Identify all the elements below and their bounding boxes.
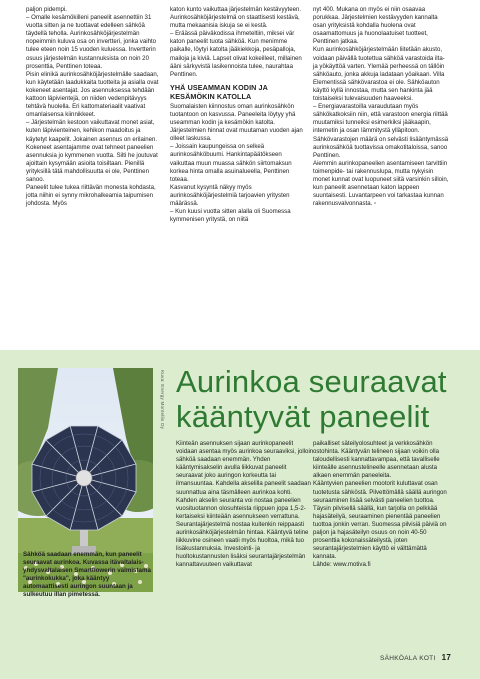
paragraph: Suomalaisten kiinnostus oman aurinkosähkön tuotantoon on kasvussa. Paneeleita löytyy yhä useamman kodin ja kesämökin katolta. Järjestelmien hinnat ovat muutaman vuoden ajan olleet laskussa. bbox=[170, 102, 303, 143]
article-column-2 bbox=[170, 6, 305, 224]
paragraph bbox=[313, 160, 451, 209]
paragraph: Seurantajärjestelmä nostaa kuitenkin reippaasti aurinkosähköjärjestelmän hintaa. Kääntyvä teline liikkuvine osineen vaatii myös huoltoa, mikä tuo lisäkustannuksia. Investointi- ja huoltokustannusten lisäksi seurantajärjestelmän kannattavuuteen vaikuttavat bbox=[176, 520, 309, 569]
article-column-3 bbox=[313, 6, 451, 208]
paragraph: Pisin elinikä aurinkosähköjärjestelmälle saadaan, kun käytetään laadukkaita tuotteita ja asialla ovat kokeneet asentajat. Jos asennuksessa tehdään kattoon läpivientejä, on niiden vedenpitävyys tehtävä huolella. Eri kattomateriaalit vaativat omanlaisensa kiinnikkeet. bbox=[26, 70, 159, 119]
paragraph: paikalliset säteilyolosuhteet ja verkkosähkön ostohinta. Kääntyvän telineen sijaan voikin olla taloudellisesti kannattavampaa, että tavalliselle kiinteälle asennustelineelle asennetaan alusta alkaen enemmän paneeleita. bbox=[313, 440, 440, 480]
feature-title-line: Aurinkoa seuraavat bbox=[176, 364, 447, 399]
feature-title-line: kääntyvät paneelit bbox=[176, 399, 430, 434]
paragraph: nyt 400. Mukana on myös ei niin osaavaa porukkaa. Järjestelmien kestävyyden kannalta osan yrityksistä kohdalla huolena ovat osaamattomuus ja huonolaatuiset tuotteet, Penttinen jatkaa. bbox=[313, 6, 438, 46]
article-column-1 bbox=[26, 6, 161, 208]
paragraph: paljon pidempi. bbox=[26, 6, 67, 13]
page-footer bbox=[380, 653, 451, 662]
section-subheading: YHÄ USEAMMAN KODIN JA KESÄMÖKIN KATOLLA bbox=[170, 82, 268, 101]
magazine-name: SÄHKÖALA KOTI bbox=[380, 655, 436, 662]
paragraph: – Eräässä päiväkodissa ihmeteltiin, miksei vär katon paneelit tuota sähköä. Kun menimme paikalle, löytyi katolta jääkiekkoja, pesäpalloja, mailoja ja kiviä. Lapset olivat kokeilleet, millainen ääni särkyvistä lasikennoista tulee, naurahtaa Penttinen. bbox=[170, 30, 302, 78]
paragraph: Kiinteän asennuksen sijaan aurinkopaneelit voidaan asentaa myös aurinkoa seuraaviksi, jolloin sähköä saadaan enemmän. Yhden kääntymisakselin avulla liikkuvat paneelit seuraavat joko auringon korkeutta tai ilmansuuntaa. Kahdella akselilla paneelit saadaan suunnattua aina täsmälleen aurinkoa kohti. Kahden akselin seuranta voi nostaa paneelien vuosituotannon olosuhteista riippuen jopa 1,5-2-kertaiseksi kiinteään asennukseen verrattuna. bbox=[176, 440, 314, 520]
paragraph: – Järjestelmän kestoon vaikuttavat monet asiat, kuten läpivienteinen, kehikon maadoitus ja käytetyt kaapelit. Jokainen asennus on erilainen. Kokeneet asentajamme ovat tehneet paneelien asennuksia jo kymmenen vuotta. Silti he joutuvat ajoittain kysymään asioita toisiltaan. Pienillä yrityksillä tätä mahdollisuutta ei ole, Penttinen sanoo. bbox=[26, 119, 158, 183]
paragraph: – Joissain kaupungeissa on selkeä aurinkosähköbuumi. Hankintapäätökseen vaikuttaa muun muassa sähkön siirtomaksun korkea hinta omalla asuinalueella, Penttinen toteaa. bbox=[170, 143, 292, 183]
page-number: 17 bbox=[441, 653, 452, 662]
paragraph: – Omalle kesämökilleni paneelit asennettiin 31 vuotta sitten ja ne tuottavat edelleen sähköä täydellä teholla. Aurinkosähköjärjestelmän nopeimmin kuluva osa on invertteri, jonka vaihto tulee eteen noin 15 vuoden kuluessa. Invertterin osuus järjestelmän kustannuksista on noin 20 prosenttia, Penttinen toteaa. bbox=[26, 14, 157, 70]
source-line: Lähde: www.motiva.fi bbox=[313, 561, 371, 569]
paragraph: Kasvanut kysyntä näkyy myös aurinkosähköjärjestelmiä tarjoavien yritysten määrässä. bbox=[170, 183, 290, 207]
photo-credit: Kuva: Energy Montellis Oy bbox=[160, 370, 165, 430]
paragraph: – Energiavarastoilla varaudutaan myös sähkökatkoksiin niin, että varastoon energia riittää muutamiksi tunneiksi esimerkiksi jääkaapin, internetin ja osan lämmitystä ylläpitoon. Sähkövarastojen määrä on selvästi lisääntymässä aurinkosähköä tuottavissa omakotitaloissa, sanoo Penttinen. bbox=[313, 103, 449, 159]
paragraph: Kääntyvien paneelien mootorit kuluttavat osan tuotetusta sähköstä. Pilvettömällä säällä auringon seuraaminen lisää selvästi paneelien tuottoa. Täysin pilvisellä säällä, kun tarjolla on pelkkää hajasäteilyä, seuraaminen pienentää paneelien tuottoa jonkin verran. Suomessa pilvisiä päiviä on paljon ja hajasäteilyn osuus on noin 40-50 prosenttia kokonaissäteilystä, joten seurantajärjestelmien käyttö ei välttämättä kannata. bbox=[313, 480, 447, 561]
paragraph: Kun aurinkosähköjärjestelmään liitetään akusto, voidaan päivällä tuotettua sähköä varastoida ilta- ja yökäyttöä varten. Ylemää perheessä on tällöin sähköauto, jonka akkuja ladataan yöaikaan. Villa Elementissä sähkövarastoa ei ole. Sähköauton käyttö kyllä innostaa, mutta sen hankinta jää toistaiseksi tulevaisuuden haaveeksi. bbox=[313, 46, 445, 103]
paragraph: Paneelit tulee tukea riittävän monesta kohdasta, jotta niihin ei synny mikrohalkeamia taipumisen johdosta. Myös bbox=[26, 184, 156, 208]
feature-column-2 bbox=[313, 440, 451, 570]
article-end-mark: ▫ bbox=[374, 200, 377, 208]
feature-title bbox=[176, 364, 466, 434]
paragraph: katon kunto vaikuttaa järjestelmän kestävyyteen. Aurinkosähköjärjestelmä on staattisesti kestävä, mutta mekaanisia iskuja se ei kestä. bbox=[170, 6, 302, 30]
photo-caption: Sähköä saadaan enemmän, kun paneelit seuraavat aurinkoa. Kuvassa itävaltalais-yhdysvaltalaisen Smartflowerin valmistama "aurinkokukka", joka kääntyy automaattisesti auringon suuntaan ja sulkeutuu illan pimetessä. bbox=[23, 551, 151, 599]
paragraph: – Kun kuusi vuotta sitten alalla oli Suomessa kymmenisen yritystä, on niitä bbox=[170, 208, 291, 224]
feature-column-1 bbox=[176, 440, 314, 570]
paragraph-text: Aiemmin aurinkopaneelien asentamiseen tarvittiin toimenpide- tai rakennuslupa, mutta nykyisin monet kunnat ovat luopuneet siitä varsinkin silloin, kun paneelit asennetaan katon lappeen suuntaisesti. Luvantarpeen voi tarkastaa kunnan rakennusvalvonnasta. bbox=[313, 159, 449, 208]
